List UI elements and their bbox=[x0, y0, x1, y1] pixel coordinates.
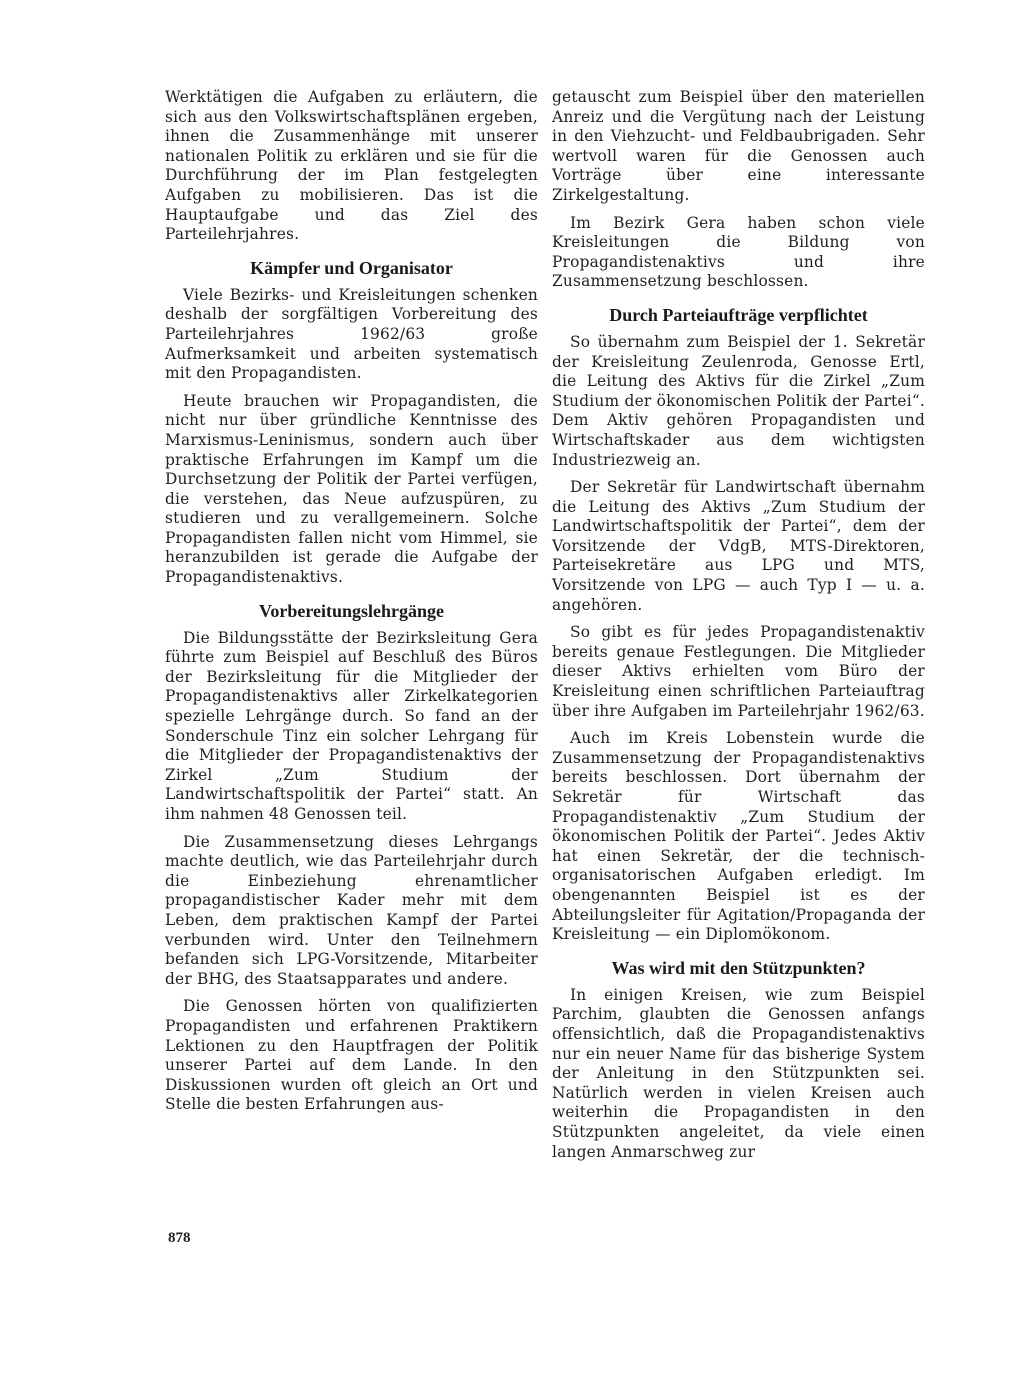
paragraph: Die Zusammensetzung dieses Lehrgangs machte deutlich, wie das Parteilehrjahr durch die Einbeziehung ehrenamtlicher propagandistischer Kader mehr mit dem Leben, dem praktischen Kampf der Partei verbunden wird. Unter den Teilnehmern befanden sich LPG-Vorsitzende, Mitarbeiter der BHG, des Staatsapparates und andere. bbox=[165, 832, 538, 988]
paragraph: In einigen Kreisen, wie zum Beispiel Parchim, glaubten die Genossen anfangs offensichtlich, daß die Propagandistenaktivs nur ein neuer Name für das bisherige System der Anleitung in den Stützpunkten sei. Natürlich werden in vielen Kreisen auch weiterhin die Propagandisten in den Stützpunkten angeleitet, da viele einen langen Anmarschweg zur bbox=[552, 985, 925, 1161]
paragraph: Im Bezirk Gera haben schon viele Kreisleitungen die Bildung von Propagandistenaktivs und ihre Zusammensetzung beschlossen. bbox=[552, 213, 925, 291]
left-column bbox=[165, 88, 538, 1123]
paragraph: Auch im Kreis Lobenstein wurde die Zusammensetzung der Propagandistenaktivs bereits beschlossen. Dort übernahm der Sekretär für Wirtschaft das Propagandistenaktiv „Zum Studium der ökonomischen Politik der Partei“. Jedes Aktiv hat einen Sekretär, der die technisch-organisatorischen Aufgaben erledigt. Im obengenannten Beispiel ist es der Abteilungsleiter für Agitation/Propaganda der Kreisleitung — ein Diplomökonom. bbox=[552, 729, 925, 944]
paragraph: So gibt es für jedes Propagandistenaktiv bereits genaue Festlegungen. Die Mitglieder dieser Aktivs erhielten vom Büro der Kreisleitung einen schriftlichen Parteiauftrag über ihre Aufgaben im Parteilehrjahr 1962/63. bbox=[552, 623, 925, 720]
paragraph: Die Bildungsstätte der Bezirksleitung Gera führte zum Beispiel auf Beschluß des Büros der Bezirksleitung für die Mitglieder der Propagandistenaktivs aller Zirkelkategorien spezielle Lehrgänge durch. So fand an der Sonderschule Tinz ein solcher Lehrgang für die Mitglieder der Propagandistenaktivs der Zirkel „Zum Studium der Landwirtschaftspolitik der Partei“ statt. An ihm nahmen 48 Genossen teil. bbox=[165, 628, 538, 823]
paragraph: Heute brauchen wir Propagandisten, die nicht nur über gründliche Kenntnisse des Marxismus-Leninismus, sondern auch über praktische Erfahrungen im Kampf um die Durchsetzung der Politik der Partei verfügen, die verstehen, das Neue aufzuspüren, zu studieren und zu verallgemeinern. Solche Propagandisten fallen nicht vom Himmel, sie heranzubilden ist gerade die Aufgabe der Propagandistenaktivs. bbox=[165, 391, 538, 587]
paragraph: getauscht zum Beispiel über den materiellen Anreiz und die Vergütung nach der Leistung in den Viehzucht- und Feldbaubrigaden. Sehr wertvoll waren für die Genossen auch Vorträge über eine interessante Zirkelgestaltung. bbox=[552, 88, 925, 204]
paragraph: Werktätigen die Aufgaben zu erläutern, die sich aus den Volkswirtschaftsplänen ergeben, ihnen die Zusammenhänge mit unserer nationalen Politik zu erklären und sie für die Durchführung der im Plan festgelegten Aufgaben zu mobilisieren. Das ist die Hauptaufgabe und das Ziel des Parteilehrjahres. bbox=[165, 88, 538, 244]
right-column bbox=[552, 88, 925, 1170]
paragraph: Viele Bezirks- und Kreisleitungen schenken deshalb der sorgfältigen Vorbereitung des Parteilehrjahres 1962/63 große Aufmerksamkeit und arbeiten systematisch mit den Propagandisten. bbox=[165, 285, 538, 383]
paragraph: Der Sekretär für Landwirtschaft übernahm die Leitung des Aktivs „Zum Studium der Landwirtschaftspolitik der Partei“, dem der Vorsitzende der VdgB, MTS-Direktoren, Parteisekretäre aus LPG und MTS, Vorsitzende von LPG — auch Typ I — u. a. angehören. bbox=[552, 478, 925, 614]
page-number: 878 bbox=[168, 1230, 191, 1246]
section-heading: Vorbereitungslehrgänge bbox=[258, 600, 444, 621]
paragraph: So übernahm zum Beispiel der 1. Sekretär der Kreisleitung Zeulenroda, Genosse Ertl, die Leitung des Aktivs für die Zirkel „Zum Studium der ökonomischen Politik der Partei“. Dem Aktiv gehören Propagandisten und Wirtschaftskader aus dem wichtigsten Industriezweig an. bbox=[552, 332, 925, 469]
paragraph: Die Genossen hörten von qualifizierten Propagandisten und erfahrenen Praktikern Lektionen zu den Hauptfragen der Politik unserer Partei auf dem Lande. In den Diskussionen wurden oft gleich an Ort und Stelle die besten Erfahrungen aus- bbox=[165, 997, 538, 1114]
section-heading: Was wird mit den Stützpunkten? bbox=[611, 957, 866, 978]
section-heading: Durch Parteiaufträge verpflichtet bbox=[609, 304, 868, 325]
section-heading: Kämpfer und Organisator bbox=[250, 257, 453, 278]
